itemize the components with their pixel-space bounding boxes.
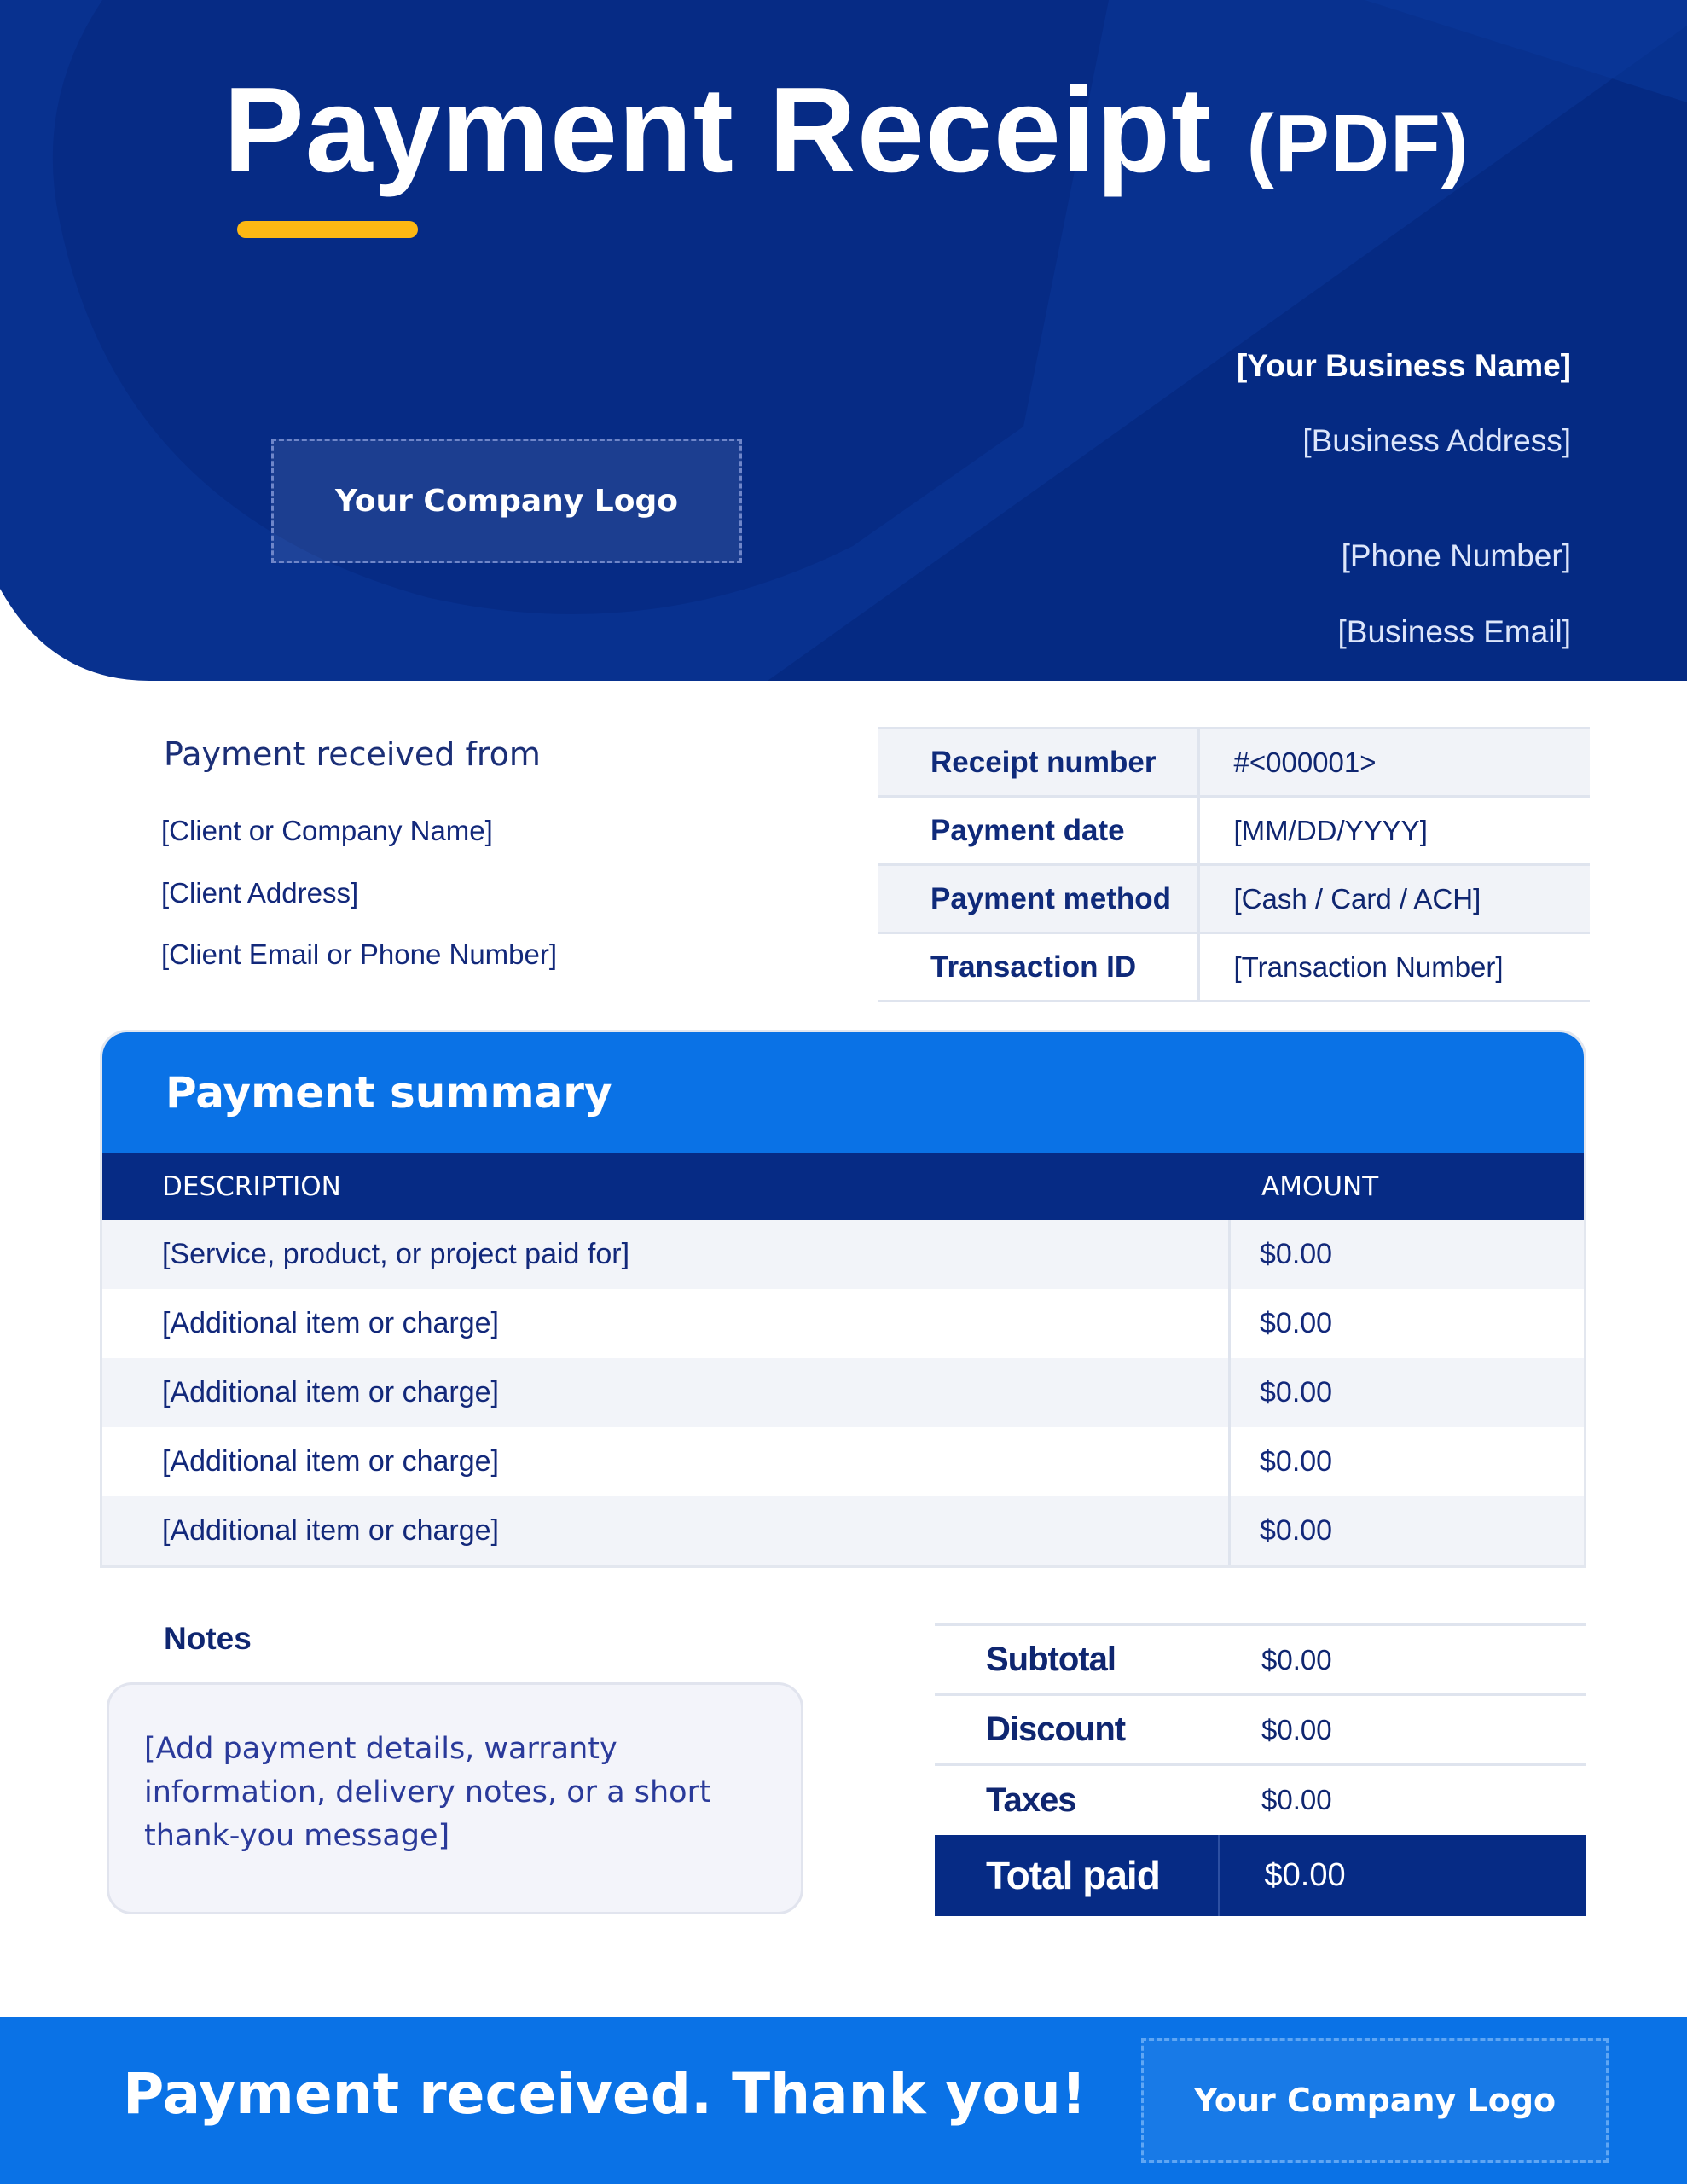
summary-column-header [102, 1153, 1584, 1220]
taxes-label: Taxes [935, 1765, 1219, 1835]
title-underline [237, 221, 418, 238]
business-address: [Business Address] [1302, 423, 1571, 458]
table-row [102, 1427, 1584, 1496]
taxes-row [935, 1765, 1586, 1835]
payment-date-label: Payment date [878, 797, 1198, 865]
title-text: Payment Receipt [223, 62, 1213, 198]
subtotal-label: Subtotal [935, 1625, 1219, 1695]
receipt-info-table [878, 727, 1590, 1002]
header-banner [0, 0, 1687, 681]
discount-row [935, 1695, 1586, 1765]
row-description: [Additional item or charge] [102, 1427, 1231, 1496]
taxes-value: $0.00 [1219, 1765, 1586, 1835]
transaction-id-row [878, 933, 1590, 1002]
transaction-id-label: Transaction ID [878, 933, 1198, 1002]
notes-text: [Add payment details, warranty information, delivery notes, or a short thank-you message] [144, 1732, 711, 1853]
subtotal-row [935, 1625, 1586, 1695]
footer-banner [0, 2017, 1687, 2184]
footer-logo-placeholder [1141, 2038, 1609, 2163]
notes-box [107, 1682, 803, 1914]
total-paid-value: $0.00 [1264, 1856, 1346, 1893]
business-phone: [Phone Number] [1341, 538, 1571, 573]
summary-rows [102, 1220, 1584, 1565]
receipt-number-row [878, 729, 1590, 797]
transaction-id-value: [Transaction Number] [1198, 933, 1590, 1002]
payment-method-row [878, 865, 1590, 933]
total-paid-row [935, 1835, 1586, 1916]
payment-summary-title: Payment summary [165, 1067, 612, 1118]
notes-heading: Notes [164, 1621, 252, 1656]
row-description: [Additional item or charge] [102, 1358, 1231, 1427]
client-name: [Client or Company Name] [161, 815, 493, 846]
receipt-number-label: Receipt number [878, 729, 1198, 797]
payment-method-label: Payment method [878, 865, 1198, 933]
amount-column-header: AMOUNT [1261, 1170, 1379, 1202]
payment-date-row [878, 797, 1590, 865]
business-name: [Your Business Name] [1236, 348, 1571, 383]
business-email: [Business Email] [1337, 614, 1571, 649]
discount-label: Discount [935, 1695, 1219, 1765]
footer-logo-text: Your Company Logo [1193, 2082, 1557, 2119]
row-amount: $0.00 [1260, 1307, 1333, 1339]
table-row [102, 1220, 1584, 1289]
title-suffix: (PDF) [1246, 98, 1470, 189]
client-contact: [Client Email or Phone Number] [161, 938, 558, 970]
totals-table [935, 1623, 1586, 1916]
received-from-heading: Payment received from [164, 735, 541, 773]
subtotal-value: $0.00 [1219, 1625, 1586, 1695]
thank-you-message: Payment received. Thank you! [123, 2061, 1087, 2127]
table-row [102, 1358, 1584, 1427]
row-amount: $0.00 [1260, 1445, 1333, 1478]
description-column-header: DESCRIPTION [162, 1170, 341, 1202]
discount-value: $0.00 [1219, 1695, 1586, 1765]
row-description: [Additional item or charge] [102, 1496, 1231, 1565]
row-amount: $0.00 [1260, 1238, 1333, 1270]
page-title [223, 62, 1470, 198]
logo-placeholder-text: Your Company Logo [335, 483, 678, 519]
payment-method-value: [Cash / Card / ACH] [1198, 865, 1590, 933]
row-amount: $0.00 [1260, 1376, 1333, 1409]
payment-date-value: [MM/DD/YYYY] [1198, 797, 1590, 865]
row-amount: $0.00 [1260, 1514, 1333, 1547]
payment-summary-header [102, 1032, 1584, 1153]
client-address: [Client Address] [161, 877, 359, 909]
table-row [102, 1289, 1584, 1358]
payment-summary-table [100, 1030, 1586, 1568]
row-description: [Additional item or charge] [102, 1289, 1231, 1358]
table-row [102, 1496, 1584, 1565]
total-paid-label: Total paid [935, 1835, 1219, 1916]
receipt-number-value: #<000001> [1198, 729, 1590, 797]
company-logo-placeholder [271, 439, 742, 563]
row-description: [Service, product, or project paid for] [102, 1220, 1231, 1289]
